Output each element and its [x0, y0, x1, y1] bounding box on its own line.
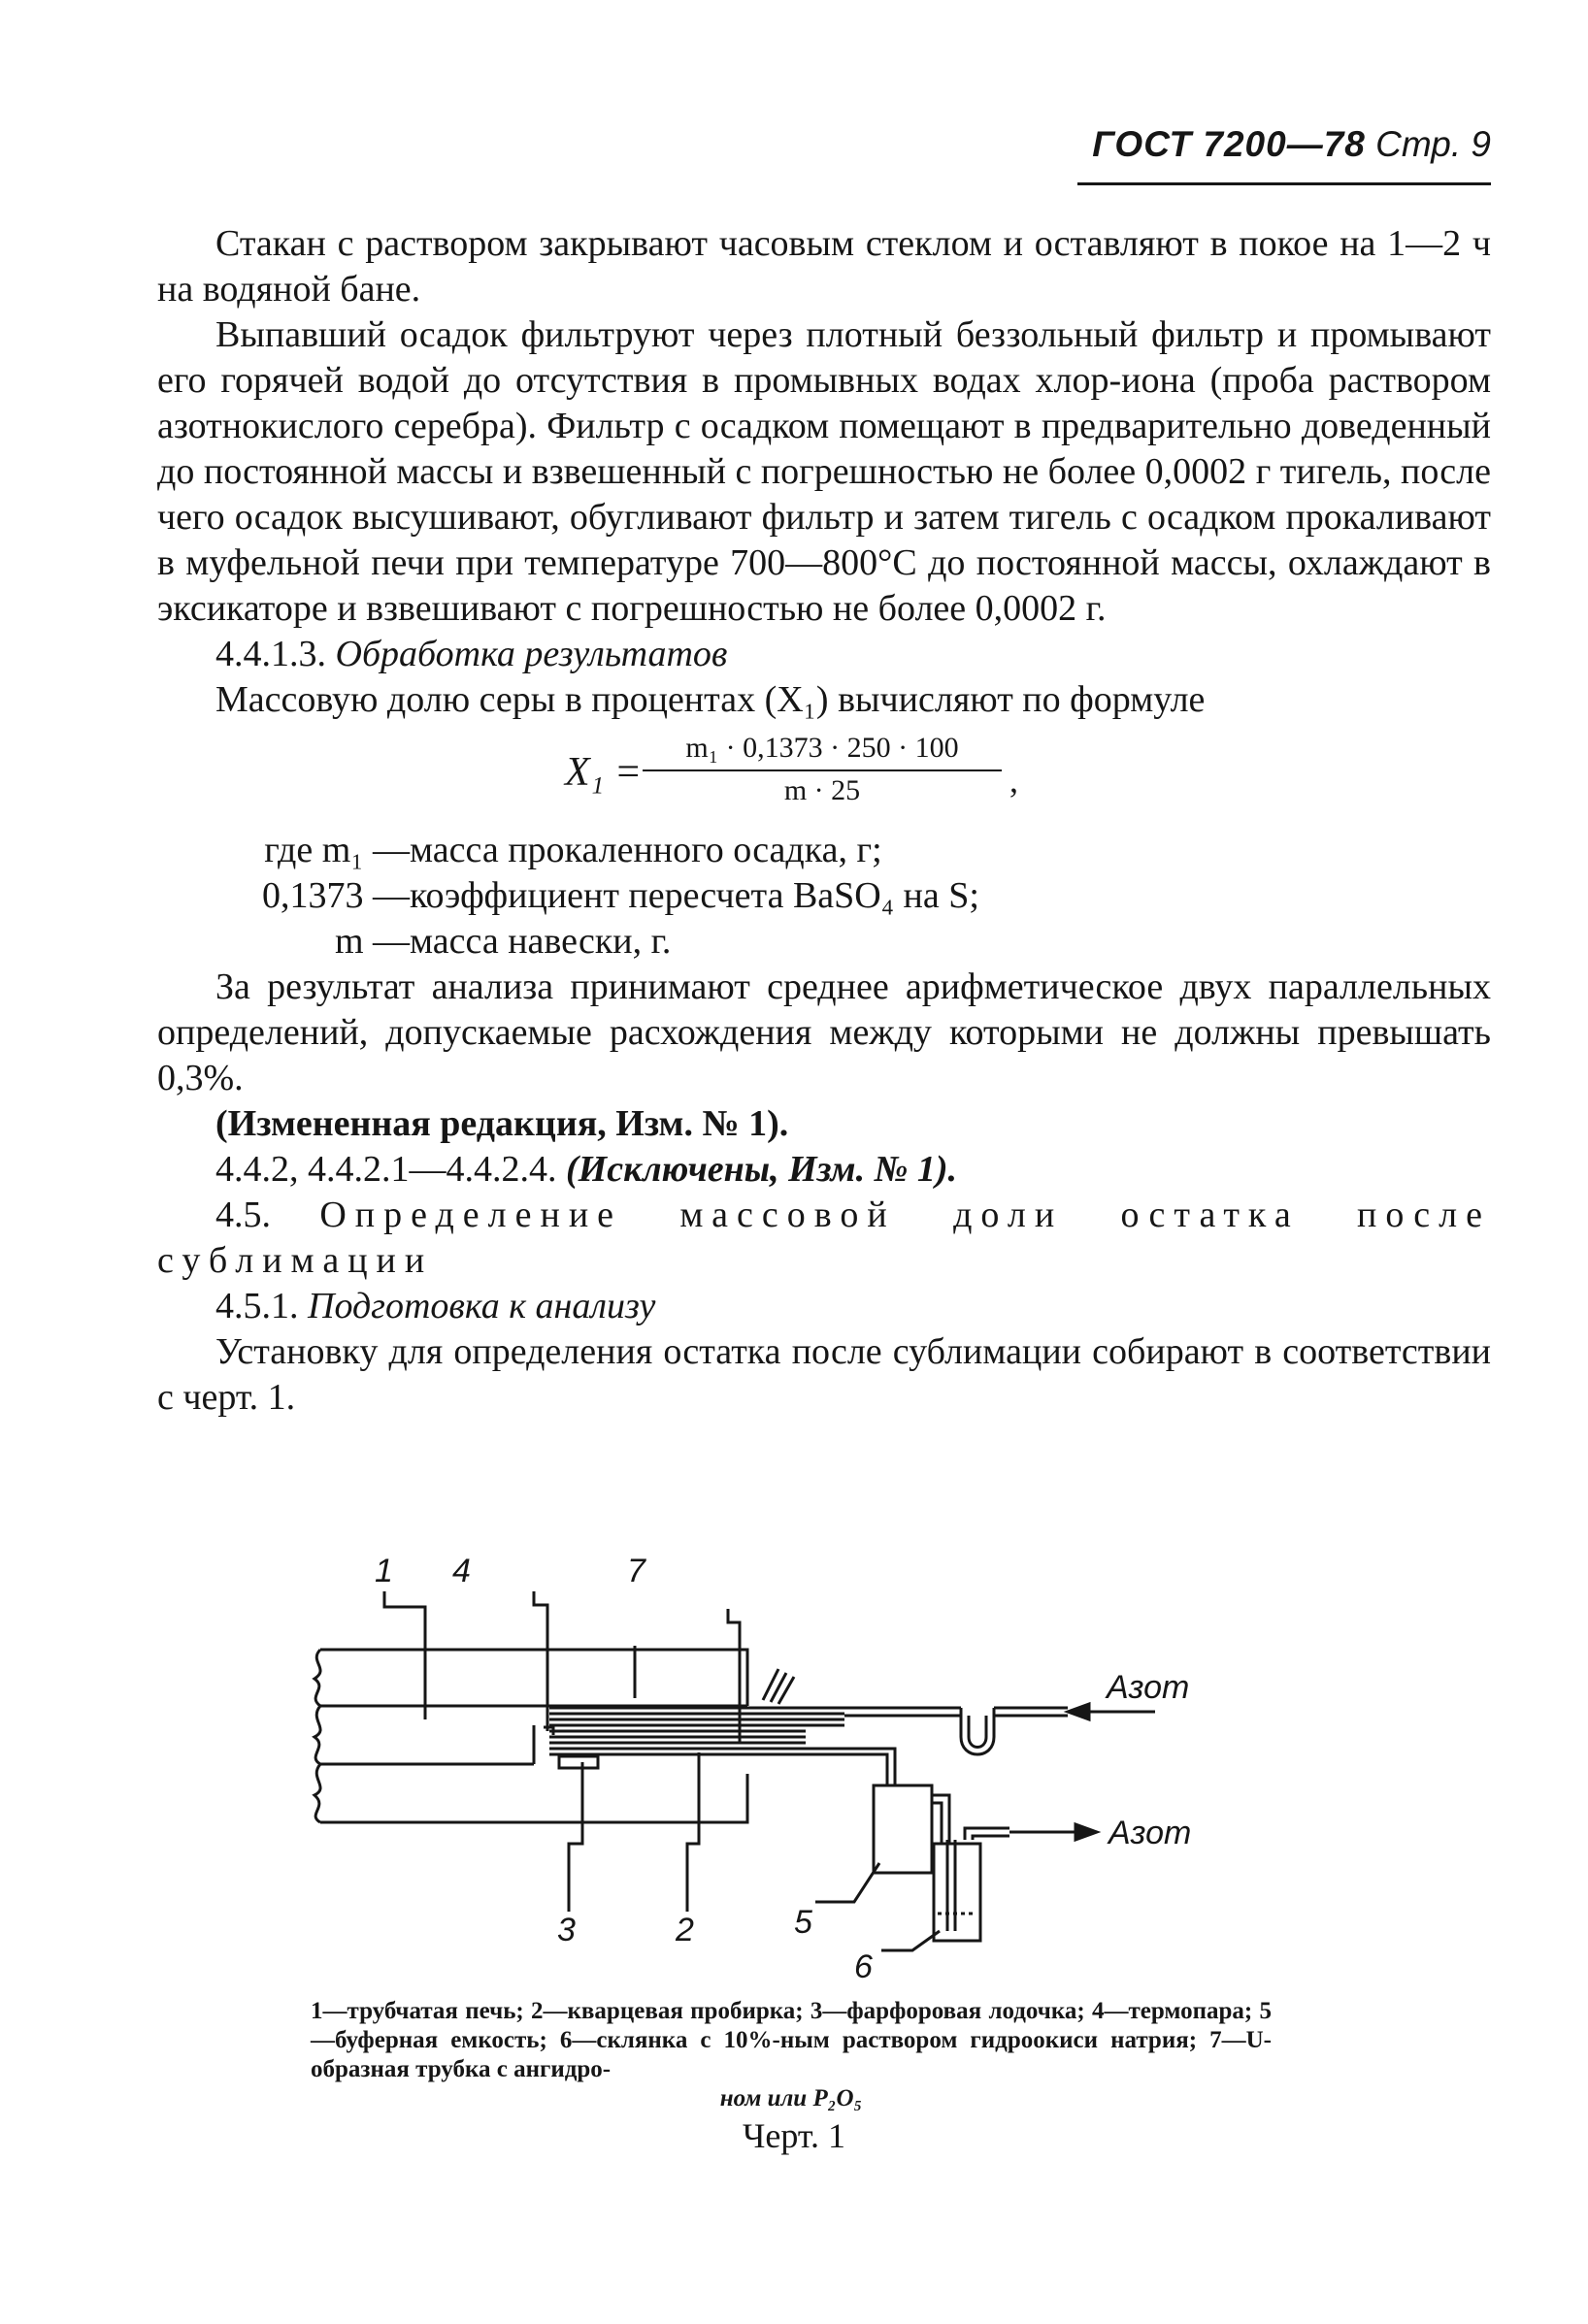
paragraph-formula-intro: Массовую долю серы в процентах (X₁) вычисляют по формуле [215, 679, 1206, 720]
figure-label: Черт. 1 [743, 2116, 845, 2155]
apparatus-drawing [301, 1553, 1301, 1980]
page-number: Стр. 9 [1375, 124, 1491, 164]
paragraph-filtering: Выпавший осадок фильтруют через плотный беззольный фильтр и промывают его горячей водой до отсутствия в промывных водах хлор-иона (проба раствором азотнокислого серебра). Фильтр с осадком помещают в предварительно доведенный до постоянной массы и взвешенный с погрешностью не более 0,0002 г тигель, после чего осадок высушивают, обугливают фильтр и затем тигель с осадком прокаливают в муфельной печи при температуре 700—800°С до постоянной массы, охлаждают в эксикаторе и взвешивают с погрешностью не более 0,0002 г. [157, 314, 1491, 629]
formula-lhs: X₁ = [565, 750, 643, 795]
formula-denominator: m · 25 [783, 774, 861, 806]
figure-caption [311, 1997, 1272, 2113]
section-number: 4.5.1. [215, 1286, 299, 1326]
label-1: 1 [375, 1553, 393, 1589]
header-rule [1077, 182, 1491, 185]
label-inlet-nitrogen: Азот [1107, 1669, 1190, 1706]
standard-number: ГОСТ 7200—78 [1092, 124, 1366, 164]
section-number: 4.5. [215, 1195, 271, 1235]
formula-trail: , [1009, 761, 1018, 800]
caption-text: 1—трубчатая печь; 2—кварцевая пробирка; 3—фарфоровая лодочка; 4—термопара; 5—буферная емкость; 6—склянка с 10%-ным раствором гидроокиси натрия; 7—U-образная трубка с ангидро- [311, 1998, 1272, 2082]
paragraph-result: За результат анализа принимают среднее арифметическое двух параллельных определений, допускаемые расхождения между которыми не должны превышать 0,3%. [157, 966, 1491, 1098]
page-header [1077, 124, 1491, 165]
label-4: 4 [452, 1553, 471, 1589]
paragraph-cooling: Стакан с раствором закрывают часовым стеклом и оставляют в покое на 1—2 ч на водяной бане. [157, 223, 1491, 310]
section-title: Определение массовой доли остатка после сублимации [157, 1195, 1491, 1281]
label-3: 3 [557, 1912, 576, 1948]
legend-item [157, 919, 1491, 965]
section-title: Подготовка к анализу [308, 1286, 656, 1326]
excluded-sections [157, 1147, 1491, 1193]
legend-symbol: где m₁ — [264, 830, 410, 870]
legend-definition: масса прокаленного осадка, г; [410, 830, 882, 870]
legend-item [157, 828, 1491, 873]
caption-text-end: ном или P₂O₅ [719, 2085, 863, 2111]
label-outlet-nitrogen: Азот [1108, 1815, 1192, 1851]
excluded-note: (Исключены, Изм. № 1). [566, 1149, 958, 1190]
label-7: 7 [627, 1553, 645, 1589]
amendment-note: (Измененная редакция, Изм. № 1). [215, 1103, 789, 1144]
legend-symbol: m — [334, 921, 410, 962]
legend-symbol: 0,1373 — [262, 875, 410, 916]
sulfur-formula [157, 729, 1491, 822]
legend-definition: масса навески, г. [410, 921, 672, 962]
formula-numerator: m₁ · 0,1373 · 250 · 100 [643, 729, 1002, 771]
label-5: 5 [794, 1904, 812, 1941]
section-4-4-1-3 [157, 632, 1491, 677]
section-4-5 [157, 1193, 1491, 1284]
legend-item [157, 873, 1491, 919]
section-4-5-1 [157, 1284, 1491, 1329]
main-text [157, 221, 1491, 1421]
excluded-numbers: 4.4.2, 4.4.2.1—4.4.2.4. [215, 1149, 557, 1190]
label-2: 2 [676, 1912, 694, 1948]
section-number: 4.4.1.3. [215, 634, 326, 674]
legend-definition: коэффициент пересчета BaSO₄ на S; [410, 875, 979, 916]
formula-fraction [643, 729, 1002, 810]
paragraph-setup: Установку для определения остатка после сублимации собирают в соответствии с черт. 1. [157, 1331, 1491, 1418]
label-6: 6 [854, 1948, 873, 1980]
apparatus-diagram [301, 1553, 1301, 1980]
section-title: Обработка результатов [335, 634, 728, 674]
